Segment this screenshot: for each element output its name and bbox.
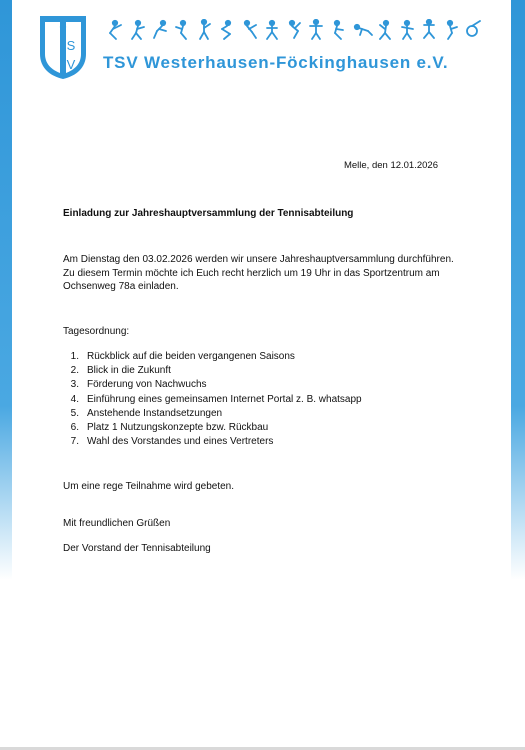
agenda-item-number: 5. <box>70 407 79 419</box>
invitation-paragraph: Am Dienstag den 03.02.2026 werden wir unsere Jahreshauptversammlung durchführen. <box>63 254 454 265</box>
club-name: TSV Westerhausen-Föckinghausen e.V. <box>103 53 449 72</box>
agenda-item <box>63 350 362 364</box>
agenda-item-text: Wahl des Vorstandes und eines Vertreters <box>87 436 274 448</box>
letter-subject: Einladung zur Jahreshauptversammlung der Tennisabteilung <box>63 208 354 219</box>
agenda-item <box>63 435 362 449</box>
agenda-item-number: 4. <box>70 393 79 405</box>
right-edge-gradient <box>511 0 525 580</box>
letter-body <box>63 253 463 294</box>
signature: Der Vorstand der Tennisabteilung <box>63 543 211 554</box>
sports-pictograms-strip <box>104 19 486 41</box>
agenda-item-text: Rückblick auf die beiden vergangenen Saisons <box>87 351 295 362</box>
agenda-item-text: Blick in die Zukunft <box>87 365 171 377</box>
agenda-item-number: 1. <box>70 351 79 362</box>
logo-letter-v: V <box>66 57 76 72</box>
location-paragraph: Zu diesem Termin möchte ich Euch recht herzlich um 19 Uhr in das Sportzentrum am Ochsenweg 78a einladen. <box>63 267 440 292</box>
agenda-item <box>63 407 362 421</box>
agenda-item-number: 2. <box>70 365 79 377</box>
agenda-item <box>63 364 362 378</box>
club-logo-shield <box>38 14 88 80</box>
agenda-item-number: 6. <box>70 422 79 434</box>
left-edge-gradient <box>0 0 12 580</box>
agenda-item-text: Förderung von Nachwuchs <box>87 379 207 391</box>
greeting: Mit freundlichen Grüßen <box>63 518 171 529</box>
logo-letter-t: T <box>59 25 67 37</box>
agenda-item-text: Platz 1 Nutzungskonzepte bzw. Rückbau <box>87 422 269 434</box>
agenda-list <box>63 350 362 449</box>
agenda-item <box>63 421 362 435</box>
agenda-item-number: 7. <box>70 436 79 448</box>
letter-date: Melle, den 12.01.2026 <box>343 160 438 171</box>
agenda-item-text: Einführung eines gemeinsamen Internet Portal z. B. whatsapp <box>87 393 362 405</box>
agenda-item <box>63 393 362 407</box>
agenda-item <box>63 378 362 392</box>
agenda-item-text: Anstehende Instandsetzungen <box>87 407 223 419</box>
logo-letter-s: S <box>66 38 76 53</box>
closing-sentence: Um eine rege Teilnahme wird gebeten. <box>63 481 235 492</box>
agenda-item-number: 3. <box>70 379 79 391</box>
agenda-heading: Tagesordnung: <box>63 326 130 337</box>
